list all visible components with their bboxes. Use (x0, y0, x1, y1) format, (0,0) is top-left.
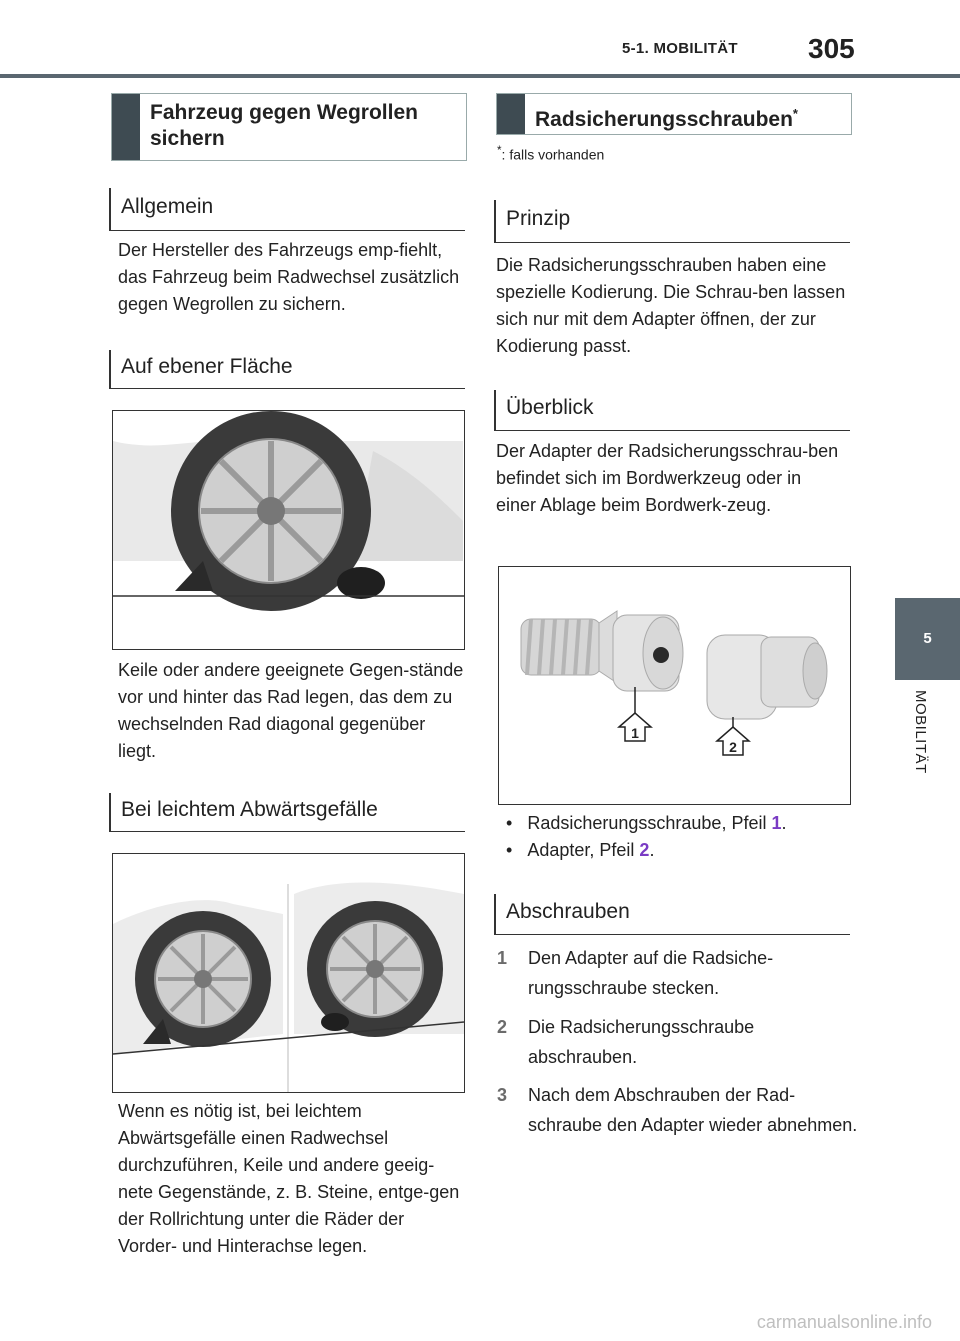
step-3 (497, 1080, 868, 1140)
wheel-chock-slope-image (113, 854, 464, 1092)
box-accent-bar (112, 94, 140, 160)
heading-allgemein: Allgemein (109, 188, 465, 231)
box-title: Radsicherungsschrauben (535, 108, 793, 131)
page-number: 305 (808, 33, 855, 64)
paragraph-ebene-flaeche: Keile oder andere geeignete Gegen-stände vor und hinter das Rad legen, das dem zu wechselnden Rad diagonal gegenüber liegt. (118, 660, 464, 761)
figure-label-1: 1 (631, 725, 639, 741)
section-title: 5-1. MOBILITÄT (622, 40, 738, 57)
bullet-text: Radsicherungsschraube, Pfeil (527, 813, 767, 833)
step-text: Den Adapter auf die Radsiche-rungsschraube stecken. (528, 948, 774, 998)
bolt-head (613, 615, 683, 691)
locking-bolt-image (499, 567, 850, 804)
heading-ueberblick: Überblick (494, 390, 850, 431)
figure-flat-ground (112, 410, 465, 650)
header-rule (0, 74, 960, 78)
watermark: carmanualsonline.info (756, 1312, 932, 1332)
step-number: 3 (497, 1085, 508, 1105)
heading-abschrauben: Abschrauben (494, 894, 850, 935)
adapter (707, 635, 827, 719)
paragraph-allgemein: Der Hersteller des Fahrzeugs emp-fiehlt, das Fahrzeug beim Radwechsel zusätzlich gegen Wegrollen zu sichern. (118, 240, 460, 314)
heading-ebene-flaeche: Auf ebener Fläche (109, 350, 465, 389)
box-title-star: * (792, 106, 798, 121)
step-number: 1 (497, 948, 508, 968)
box-accent-bar (497, 94, 525, 134)
box-title-wrap (525, 94, 808, 134)
list-item (506, 837, 846, 864)
pointer-number: 2 (639, 840, 650, 860)
heading-abwaertsgefaelle: Bei leichtem Abwärtsgefälle (109, 793, 465, 832)
box-title: Fahrzeug gegen Wegrollen sichern (150, 101, 418, 150)
figure-label-2: 2 (729, 739, 737, 755)
paragraph-prinzip: Die Radsicherungsschrauben haben eine spezielle Kodierung. Die Schrau-ben lassen sich nur mit dem Adapter öffnen, der zur Kodierung passt. (496, 255, 846, 356)
bullet-glyph: • (506, 840, 513, 860)
section-box-radsicherung (496, 93, 852, 135)
step-1 (497, 943, 868, 1003)
bullet-glyph: • (506, 813, 513, 833)
bullet-list (506, 810, 846, 864)
list-item (506, 810, 846, 837)
chapter-tab[interactable]: 5 (895, 598, 960, 680)
step-text: Die Radsicherungsschraube abschrauben. (528, 1017, 755, 1067)
paragraph-ueberblick: Der Adapter der Radsicherungsschrau-ben befindet sich im Bordwerkzeug oder in einer Ablage beim Bordwerk-zeug. (496, 441, 839, 515)
figure-locking-bolt (498, 566, 851, 805)
step-2 (497, 1012, 868, 1072)
bullet-text: Adapter, Pfeil (527, 840, 635, 860)
paragraph-abwaertsgefaelle: Wenn es nötig ist, bei leichtem Abwärtsgefälle einen Radwechsel durchzuführen, Keile und andere geeig-nete Gegenstände, z. B. Steine, entge-gen der Rollrichtung unter die Räder der Vorder- und Hinterachse legen. (118, 1101, 460, 1256)
heading-prinzip: Prinzip (494, 200, 850, 243)
step-text: Nach dem Abschrauben der Rad-schraube den Adapter wieder abnehmen. (528, 1085, 858, 1135)
footnote-text: : falls vorhanden (501, 146, 605, 163)
step-number: 2 (497, 1017, 508, 1037)
wheel-chock-flat-image (113, 411, 464, 649)
figure-slope (112, 853, 465, 1093)
pointer-number: 1 (771, 813, 782, 833)
footnote (497, 144, 604, 163)
section-box-wegrollen (111, 93, 467, 161)
footnote-mark: * (497, 144, 502, 157)
bolt-thread (521, 611, 617, 683)
bullet-end: . (781, 813, 787, 833)
chapter-label: MOBILITÄT (912, 690, 929, 774)
bullet-end: . (649, 840, 655, 860)
